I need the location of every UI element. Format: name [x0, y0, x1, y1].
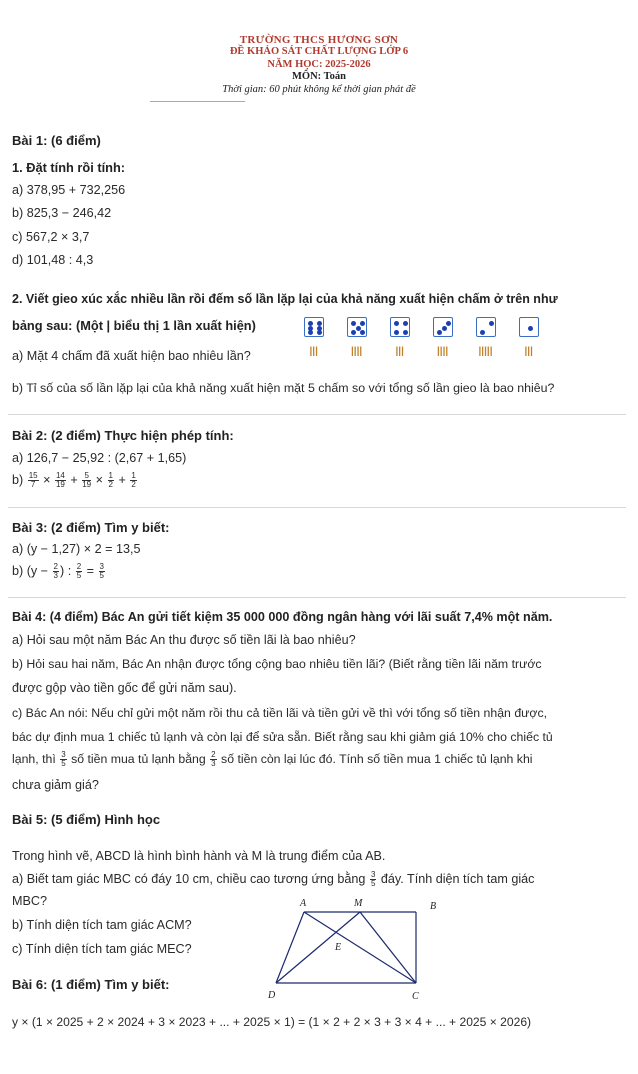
operator: × [95, 472, 103, 487]
bai5-b: b) Tính diện tích tam giác ACM? [12, 918, 192, 932]
dice-dot [403, 321, 408, 326]
label-m: M [354, 898, 363, 909]
label-c: C [412, 991, 419, 1002]
fraction: $\frac{1}{2}$ [108, 471, 113, 489]
bai1-q2-line1: 2. Viết gieo xúc xắc nhiều lần rồi đếm số lần lặp lại của khả năng xuất hiện chấm ở trên như [12, 292, 558, 306]
fraction: $\frac{3}{5}$ [61, 750, 66, 768]
operator: ) : [60, 563, 72, 578]
bai4-title: Bài 4: (4 điểm) Bác An gửi tiết kiệm 35 000 000 đồng ngân hàng với lãi suất 7,4% một năm. [12, 610, 553, 624]
subject: MÔN: Toán [292, 71, 346, 82]
school-year: NĂM HỌC: 2025-2026 [267, 59, 371, 70]
operator: + [70, 472, 78, 487]
tally-mark: ||||| [478, 346, 493, 357]
bai5-intro: Trong hình vẽ, ABCD là hình bình hành và M là trung điểm của AB. [12, 849, 386, 863]
bai1-q1: 1. Đặt tính rồi tính: [12, 160, 126, 175]
bai1-a: a) 378,95 + 732,256 [12, 183, 126, 197]
operator: × [43, 472, 51, 487]
bai4-c-line3: lạnh, thì $\frac{3}{5}$ số tiền mua tủ lạnh bằng $\frac{2}{3}$ số tiền còn lại lúc đó. Tính số tiền mua 1 chiếc tủ lạnh khi [12, 750, 533, 768]
fraction: $\frac{14}{19}$ [55, 471, 65, 489]
fraction: $\frac{15}{7}$ [28, 471, 38, 489]
tally-mark: ||| [524, 346, 533, 357]
tally-mark: ||| [309, 346, 318, 357]
bai1-b: b) 825,3 − 246,42 [12, 206, 112, 220]
dice-dot [437, 330, 442, 335]
dice-dot [360, 321, 365, 326]
exam-title: ĐỀ KHẢO SÁT CHẤT LƯỢNG LỚP 6 [229, 46, 409, 57]
tally-mark: |||| [351, 346, 363, 357]
divider [8, 597, 626, 598]
dice-dot [403, 330, 408, 335]
dice-dot [317, 330, 322, 335]
bai5-c: c) Tính diện tích tam giác MEC? [12, 942, 192, 956]
bai2-b [12, 472, 138, 489]
dice-dot [528, 326, 533, 331]
diagonal-ac [304, 912, 416, 983]
operator: + [118, 472, 126, 487]
fraction: $\frac{2}{3}$ [53, 562, 58, 580]
bai1-q2a: a) Mặt 4 chấm đã xuất hiện bao nhiêu lần? [12, 349, 251, 363]
bai1-d: d) 101,48 : 4,3 [12, 253, 94, 267]
dice-dot [489, 321, 494, 326]
edge-ad [276, 912, 304, 983]
dice-face-4 [390, 317, 410, 337]
bai4-c-line4: chưa giảm giá? [12, 778, 99, 792]
dice-face-3 [433, 317, 453, 337]
tally-mark: ||| [395, 346, 404, 357]
dice-dot [480, 330, 485, 335]
bai2-title: Bài 2: (2 điểm) Thực hiện phép tính: [12, 428, 234, 443]
segment-md [276, 912, 360, 983]
school-name: TRƯỜNG THCS HƯƠNG SƠN [239, 34, 399, 46]
label-d: D [268, 990, 276, 1001]
bai3-a: a) (y − 1,27) × 2 = 13,5 [12, 542, 141, 556]
bai1-q2b: b) Tỉ số của số lần lặp lại của khả năng xuất hiện mặt 5 chấm so với tổng số lần gieo là bao nhiêu? [12, 381, 555, 395]
dice-dot [442, 326, 447, 331]
operator: = [86, 563, 95, 578]
fraction: $\frac{3}{5}$ [99, 562, 104, 580]
bai1-title: Bài 1: (6 điểm) [12, 133, 101, 148]
dice-dot [308, 330, 313, 335]
bai1-c: c) 567,2 × 3,7 [12, 230, 90, 244]
fraction: $\frac{2}{5}$ [76, 562, 82, 580]
bai6-equation: y × (1 × 2025 + 2 × 2024 + 3 × 2023 + ... + 2025 × 1) = (1 × 2 + 2 × 3 + 3 × 4 + ... + 2025 × 2026) [12, 1015, 532, 1029]
fraction: $\frac{5}{19}$ [82, 471, 92, 489]
dice-dot [360, 330, 365, 335]
label-a: A [300, 898, 307, 909]
bai4-a: a) Hỏi sau một năm Bác An thu được số tiền lãi là bao nhiêu? [12, 633, 356, 647]
bai6-title: Bài 6: (1 điểm) Tìm y biết: [12, 977, 170, 992]
divider [8, 414, 626, 415]
bai3-b-label: b) (y − [12, 563, 49, 578]
dice-dot [351, 330, 356, 335]
bai4-b-line2: được gộp vào tiền gốc để gửi năm sau). [12, 681, 237, 695]
bai4-c-line1: c) Bác An nói: Nếu chỉ gửi một năm rồi thu cả tiền lãi và tiền gửi về thì với tổng số tiền nhận được, [12, 706, 548, 720]
time-limit: Thời gian: 60 phút không kể thời gian phát đề [222, 84, 416, 95]
dice-face-1 [519, 317, 539, 337]
dice-dot [394, 321, 399, 326]
bai1-q2-line2: bảng sau: (Một | biểu thị 1 lần xuất hiện) [12, 318, 256, 333]
label-e: E [335, 942, 342, 953]
dice-dot [394, 330, 399, 335]
fraction: $\frac{1}{2}$ [131, 471, 136, 489]
fraction: $\frac{2}{3}$ [211, 750, 216, 768]
bai2-b-label: b) [12, 472, 24, 487]
dice-face-6 [304, 317, 324, 337]
label-b: B [430, 901, 437, 912]
tally-mark: |||| [437, 346, 449, 357]
dice-dot [446, 321, 451, 326]
bai3-title: Bài 3: (2 điểm) Tìm y biết: [12, 520, 170, 535]
bai5-title: Bài 5: (5 điểm) Hình học [12, 812, 161, 827]
header-underline [150, 101, 245, 102]
bai5-a-line1: a) Biết tam giác MBC có đáy 10 cm, chiều cao tương ứng bằng $\frac{3}{5}$ đáy. Tính diện tích tam giác [12, 870, 535, 888]
bai4-c-line2: bác dự định mua 1 chiếc tủ lạnh và còn lại để sửa sẵn. Biết rằng sau khi giảm giá 10% cho chiếc tủ [12, 730, 553, 744]
parallelogram-figure [262, 895, 442, 1007]
bai5-a-line2: MBC? [12, 894, 47, 908]
bai4-b-line1: b) Hỏi sau hai năm, Bác An nhận được tổng cộng bao nhiêu tiền lãi? (Biết rằng tiền lãi năm trước [12, 657, 542, 671]
dice-face-2 [476, 317, 496, 337]
segment-mc [360, 912, 416, 983]
dice-dot [351, 321, 356, 326]
fraction: $\frac{3}{5}$ [370, 870, 376, 888]
dice-face-5 [347, 317, 367, 337]
divider [8, 507, 626, 508]
bai3-b [12, 563, 106, 580]
bai2-a: a) 126,7 − 25,92 : (2,67 + 1,65) [12, 451, 187, 465]
